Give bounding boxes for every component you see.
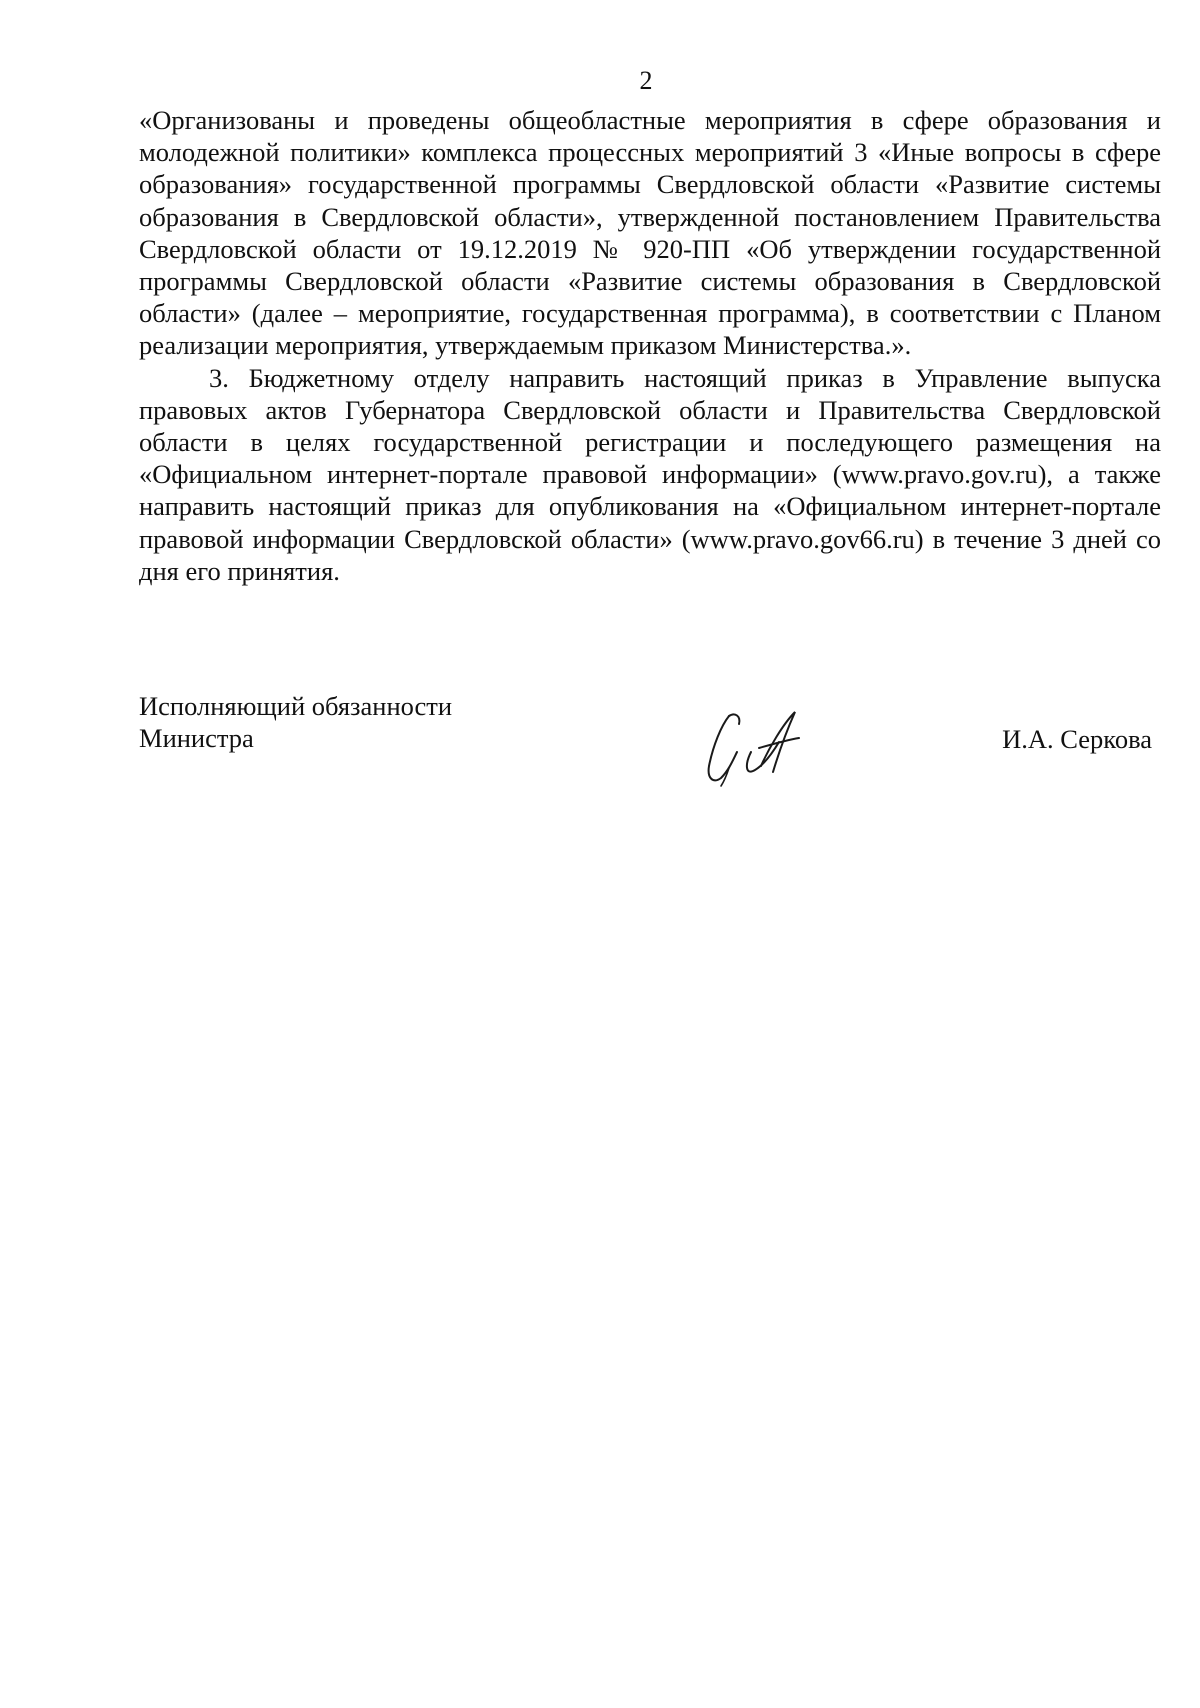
page-number: 2 <box>639 66 653 95</box>
signature-block <box>139 690 1161 800</box>
signer-position <box>139 690 452 754</box>
paragraph-item-3: 3. Бюджетному отделу направить настоящий приказ в Управление выпуска правовых актов Губернатора Свердловской области и Правительства Свердловской области в целях государственной регистрации и последующего размещения на «Официальном интернет-портале правовой информации» (www.pravo.gov.ru), а также направить настоящий приказ для опубликования на «Официальном интернет-портале правовой информации Свердловской области» (www.pravo.gov66.ru) в течение 3 дней со дня его принятия. <box>139 362 1161 586</box>
document-body <box>139 104 1161 587</box>
paragraph-continuation: «Организованы и проведены общеобластные мероприятия в сфере образования и молодежной политики» комплекса процессных мероприятий 3 «Иные вопросы в сфере образования» государственной программы Свердловской области «Развитие системы образования в Свердловской области», утвержденной постановлением Правительства Свердловской области от 19.12.2019 № 920-ПП «Об утверждении государственной программы Свердловской области «Развитие системы образования в Свердловской области» (далее – мероприятие, государственная программа), в соответствии с Планом реализации мероприятия, утверждаемым приказом Министерства.». <box>139 105 1161 361</box>
handwritten-signature <box>699 708 809 790</box>
signer-name: И.А. Серкова <box>1002 724 1152 754</box>
signer-position-line-2: Министра <box>139 723 254 753</box>
signer-position-line-1: Исполняющий обязанности <box>139 691 453 721</box>
